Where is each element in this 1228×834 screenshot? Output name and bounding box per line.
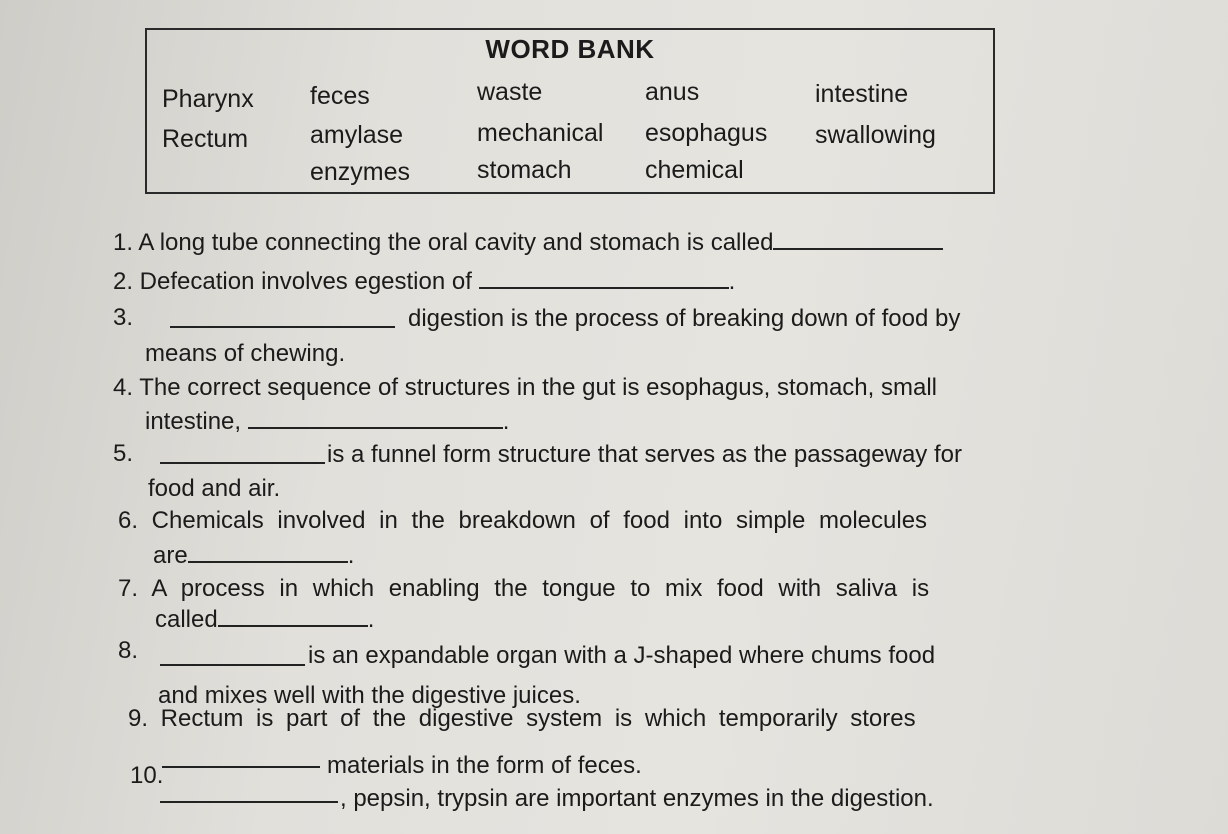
question-4-text: 4. The correct sequence of structures in the gut is esophagus, stomach, small (113, 374, 937, 401)
word-bank-word: swallowing (815, 121, 936, 149)
word-bank-word: chemical (645, 156, 744, 184)
question-3-text: digestion is the process of breaking down of food by (408, 305, 961, 332)
question-3-number: 3. (113, 304, 134, 331)
question-7-text: 7. A process in which enabling the tongue to mix food with saliva is (118, 575, 930, 602)
answer-blank[interactable] (170, 326, 395, 328)
word-bank-word: anus (645, 78, 700, 106)
answer-blank[interactable] (218, 624, 368, 627)
question-2-end: . (728, 268, 736, 295)
question-9-text: 9. Rectum is part of the digestive system is which temporarily stores (128, 705, 916, 732)
word-bank-word: feces (310, 82, 370, 110)
word-bank-word: Pharynx (162, 85, 254, 113)
question-1-text: 1. A long tube connecting the oral cavity and stomach is called (113, 229, 774, 256)
question-4-text-cont: intestine, . (145, 408, 510, 435)
answer-blank[interactable] (162, 766, 320, 768)
question-5-text: is a funnel form structure that serves as the passageway for (327, 441, 962, 468)
question-5-number: 5. (113, 440, 134, 467)
answer-blank[interactable] (773, 247, 943, 250)
answer-blank[interactable] (188, 560, 348, 563)
word-bank-word: amylase (310, 121, 404, 149)
question-8-text: is an expandable organ with a J-shaped where chums food (308, 642, 936, 669)
question-2-text: 2. Defecation involves egestion of (113, 268, 472, 295)
word-bank-title: WORD BANK (485, 34, 655, 64)
question-1 (113, 229, 943, 257)
question-3-text-cont: means of chewing. (145, 340, 346, 367)
word-bank-box (145, 28, 995, 194)
question-6-text-cont: are . (153, 542, 355, 569)
question-10-text: , pepsin, trypsin are important enzymes in the digestion. (340, 785, 934, 812)
answer-blank[interactable] (160, 801, 338, 803)
question-9-text-cont: materials in the form of feces. (327, 752, 642, 779)
question-5-text-cont: food and air. (148, 475, 281, 502)
answer-blank[interactable] (479, 286, 729, 289)
question-10-number: 10. (130, 762, 164, 789)
word-bank-word: Rectum (162, 125, 249, 153)
question-7-text-cont: called . (155, 606, 375, 633)
word-bank-word: intestine (815, 80, 909, 108)
question-6-text: 6. Chemicals involved in the breakdown of food into simple molecules (118, 507, 928, 534)
question-8-text-cont: and mixes well with the digestive juices. (158, 682, 581, 709)
word-bank-word: mechanical (477, 119, 604, 147)
question-8-number: 8. (118, 637, 139, 664)
answer-blank[interactable] (160, 664, 305, 666)
question-2 (113, 268, 735, 296)
word-bank-word: stomach (477, 156, 572, 184)
answer-blank[interactable] (248, 426, 503, 429)
word-bank-word: waste (477, 78, 543, 106)
word-bank-word: enzymes (310, 158, 411, 186)
answer-blank[interactable] (160, 462, 325, 464)
word-bank-word: esophagus (645, 119, 768, 147)
